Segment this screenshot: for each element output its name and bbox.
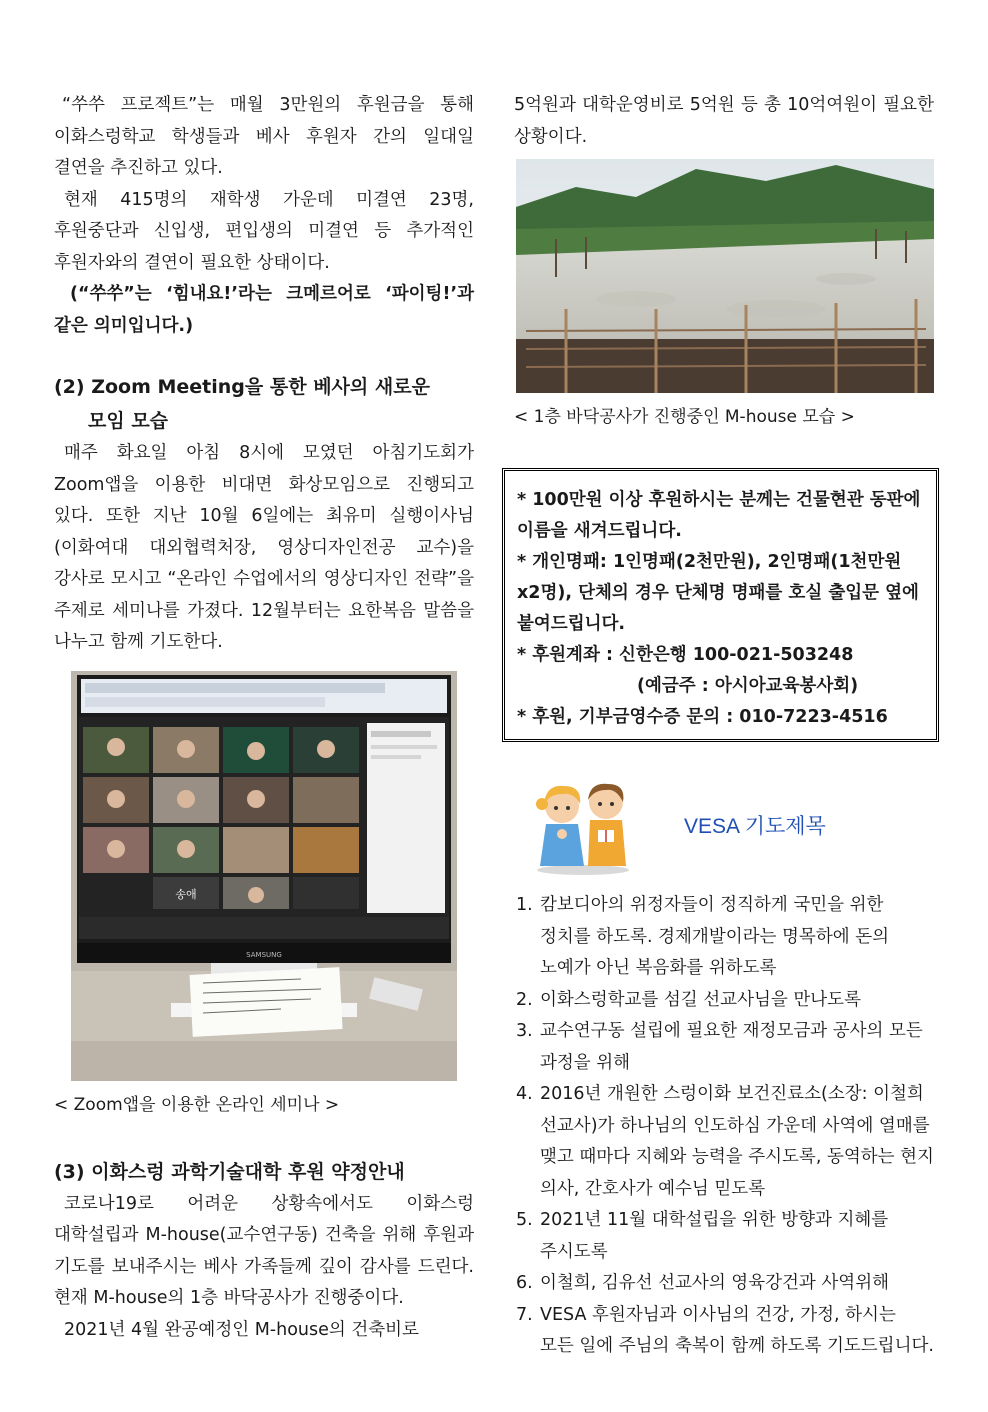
prayer-item: 4. 2016년 개원한 스렁이화 보건진료소(소장: 이철희 선교사)가 하나님의 인도하심 가운데 사역에 열매를 맺고 때마다 지혜와 능력을 주시도록, 동역하는 현지 의사, 간호사가 예수님 믿도록	[516, 1084, 934, 1199]
prayer-item: 3. 교수연구동 설립에 필요한 재정모금과 공사의 모든 과정을 위해	[516, 1021, 923, 1073]
cost-continuation-paragraph: 5억원과 대학운영비로 5억원 등 총 10억여원이 필요한 상황이다.	[514, 95, 934, 147]
prayer-item: 7. VESA 후원자님과 이사님의 건강, 가정, 하시는 모든 일에 주님의 축복이 함께 하도록 기도드립니다.	[516, 1304, 934, 1356]
info-line-account: * 후원계좌 : 신한은행 100-021-503248	[517, 645, 854, 665]
construction-photo-caption: < 1층 바닥공사가 진행중인 M-house 모습 >	[514, 407, 855, 427]
right-column	[514, 90, 934, 431]
zoom-photo-caption: < Zoom앱을 이용한 온라인 세미나 >	[54, 1094, 340, 1115]
left-column	[54, 90, 474, 1346]
m-house-construction-photo	[516, 159, 934, 393]
info-line-plaque: * 개인명패: 1인명패(2천만원), 2인명패(1천만원 x2명), 단체의 경우 단체명 명패를 호실 출입문 옆에 붙여드립니다.	[517, 552, 919, 634]
prayer-item: 2. 이화스렁학교를 섬길 선교사님을 만나도록	[516, 989, 861, 1010]
prayer-list	[514, 890, 934, 1363]
susu-project-paragraph: “쑤쑤 프로젝트”는 매월 3만원의 후원금을 통해 이화스렁학교 학생들과 베사 후원자 간의 일대일 결연을 추진하고 있다.	[54, 95, 474, 178]
zoom-seminar-photo	[71, 671, 457, 1081]
praying-children-illustration	[528, 776, 638, 876]
monitor-brand-label: SAMSUNG	[246, 950, 282, 959]
construction-photo-illustration	[516, 159, 934, 393]
section-2-heading: (2) Zoom Meeting을 통한 베사의 새로운 모임 모습	[54, 376, 430, 432]
info-line-contact: * 후원, 기부금영수증 문의 : 010-7223-4516	[517, 707, 888, 727]
susu-meaning-note: (“쑤쑤”는 ‘힘내요!’라는 크메르어로 ‘파이팅!’과 같은 의미입니다.)	[54, 284, 474, 336]
info-line-account-holder: (예금주 : 아시아교육봉사회)	[637, 676, 859, 696]
prayer-item: 5. 2021년 11월 대학설립을 위한 방향과 지혜를 주시도록	[516, 1210, 889, 1262]
sponsorship-status-paragraph: 현재 415명의 재학생 가운데 미결연 23명, 후원중단과 신입생, 편입생의 미결연 등 추가적인 후원자와의 결연이 필요한 상태이다.	[54, 189, 474, 273]
prayer-title: VESA 기도제목	[684, 815, 826, 838]
donation-info-box	[502, 468, 939, 742]
construction-cost-paragraph: 2021년 4월 완공예정인 M-house의 건축비로	[64, 1319, 419, 1340]
zoom-meeting-paragraph: 매주 화요일 아침 8시에 모였던 아침기도회가 Zoom앱을 이용한 비대면 화상모임으로 진행되고 있다. 또한 지난 10월 6일에는 최유미 실행이사님(이화여대 대외협력처장, 영상디자인전공 교수)을 강사로 모시고 “온라인 수업에서의 영상디자인 전략”을 주제로 세미나를 가졌다. 12월부터는 요한복음 말씀을 나누고 함께 기도한다.	[54, 443, 474, 652]
section-3-heading: (3) 이화스렁 과학기술대학 후원 약정안내	[54, 1160, 405, 1183]
prayer-item: 6. 이철희, 김유선 선교사의 영육강건과 사역위해	[516, 1273, 890, 1293]
zoom-tile-name: 송애	[175, 887, 197, 901]
info-line-nameplate: * 100만원 이상 후원하시는 분께는 건물현관 동판에 이름을 새겨드립니다.	[517, 490, 921, 541]
zoom-photo-illustration	[71, 671, 457, 1081]
prayer-item: 1. 캄보디아의 위정자들이 정직하게 국민을 위한 정치를 하도록. 경제개발이라는 명목하에 돈의 노예가 아닌 복음화를 위하도록	[516, 895, 890, 978]
university-support-paragraph: 코로나19로 어려운 상황속에서도 이화스렁 대학설립과 M-house(교수연구동) 건축을 위해 후원과 기도를 보내주시는 베사 가족들께 깊이 감사를 드린다. 현재 M-house의 1층 바닥공사가 진행중이다.	[54, 1193, 474, 1308]
